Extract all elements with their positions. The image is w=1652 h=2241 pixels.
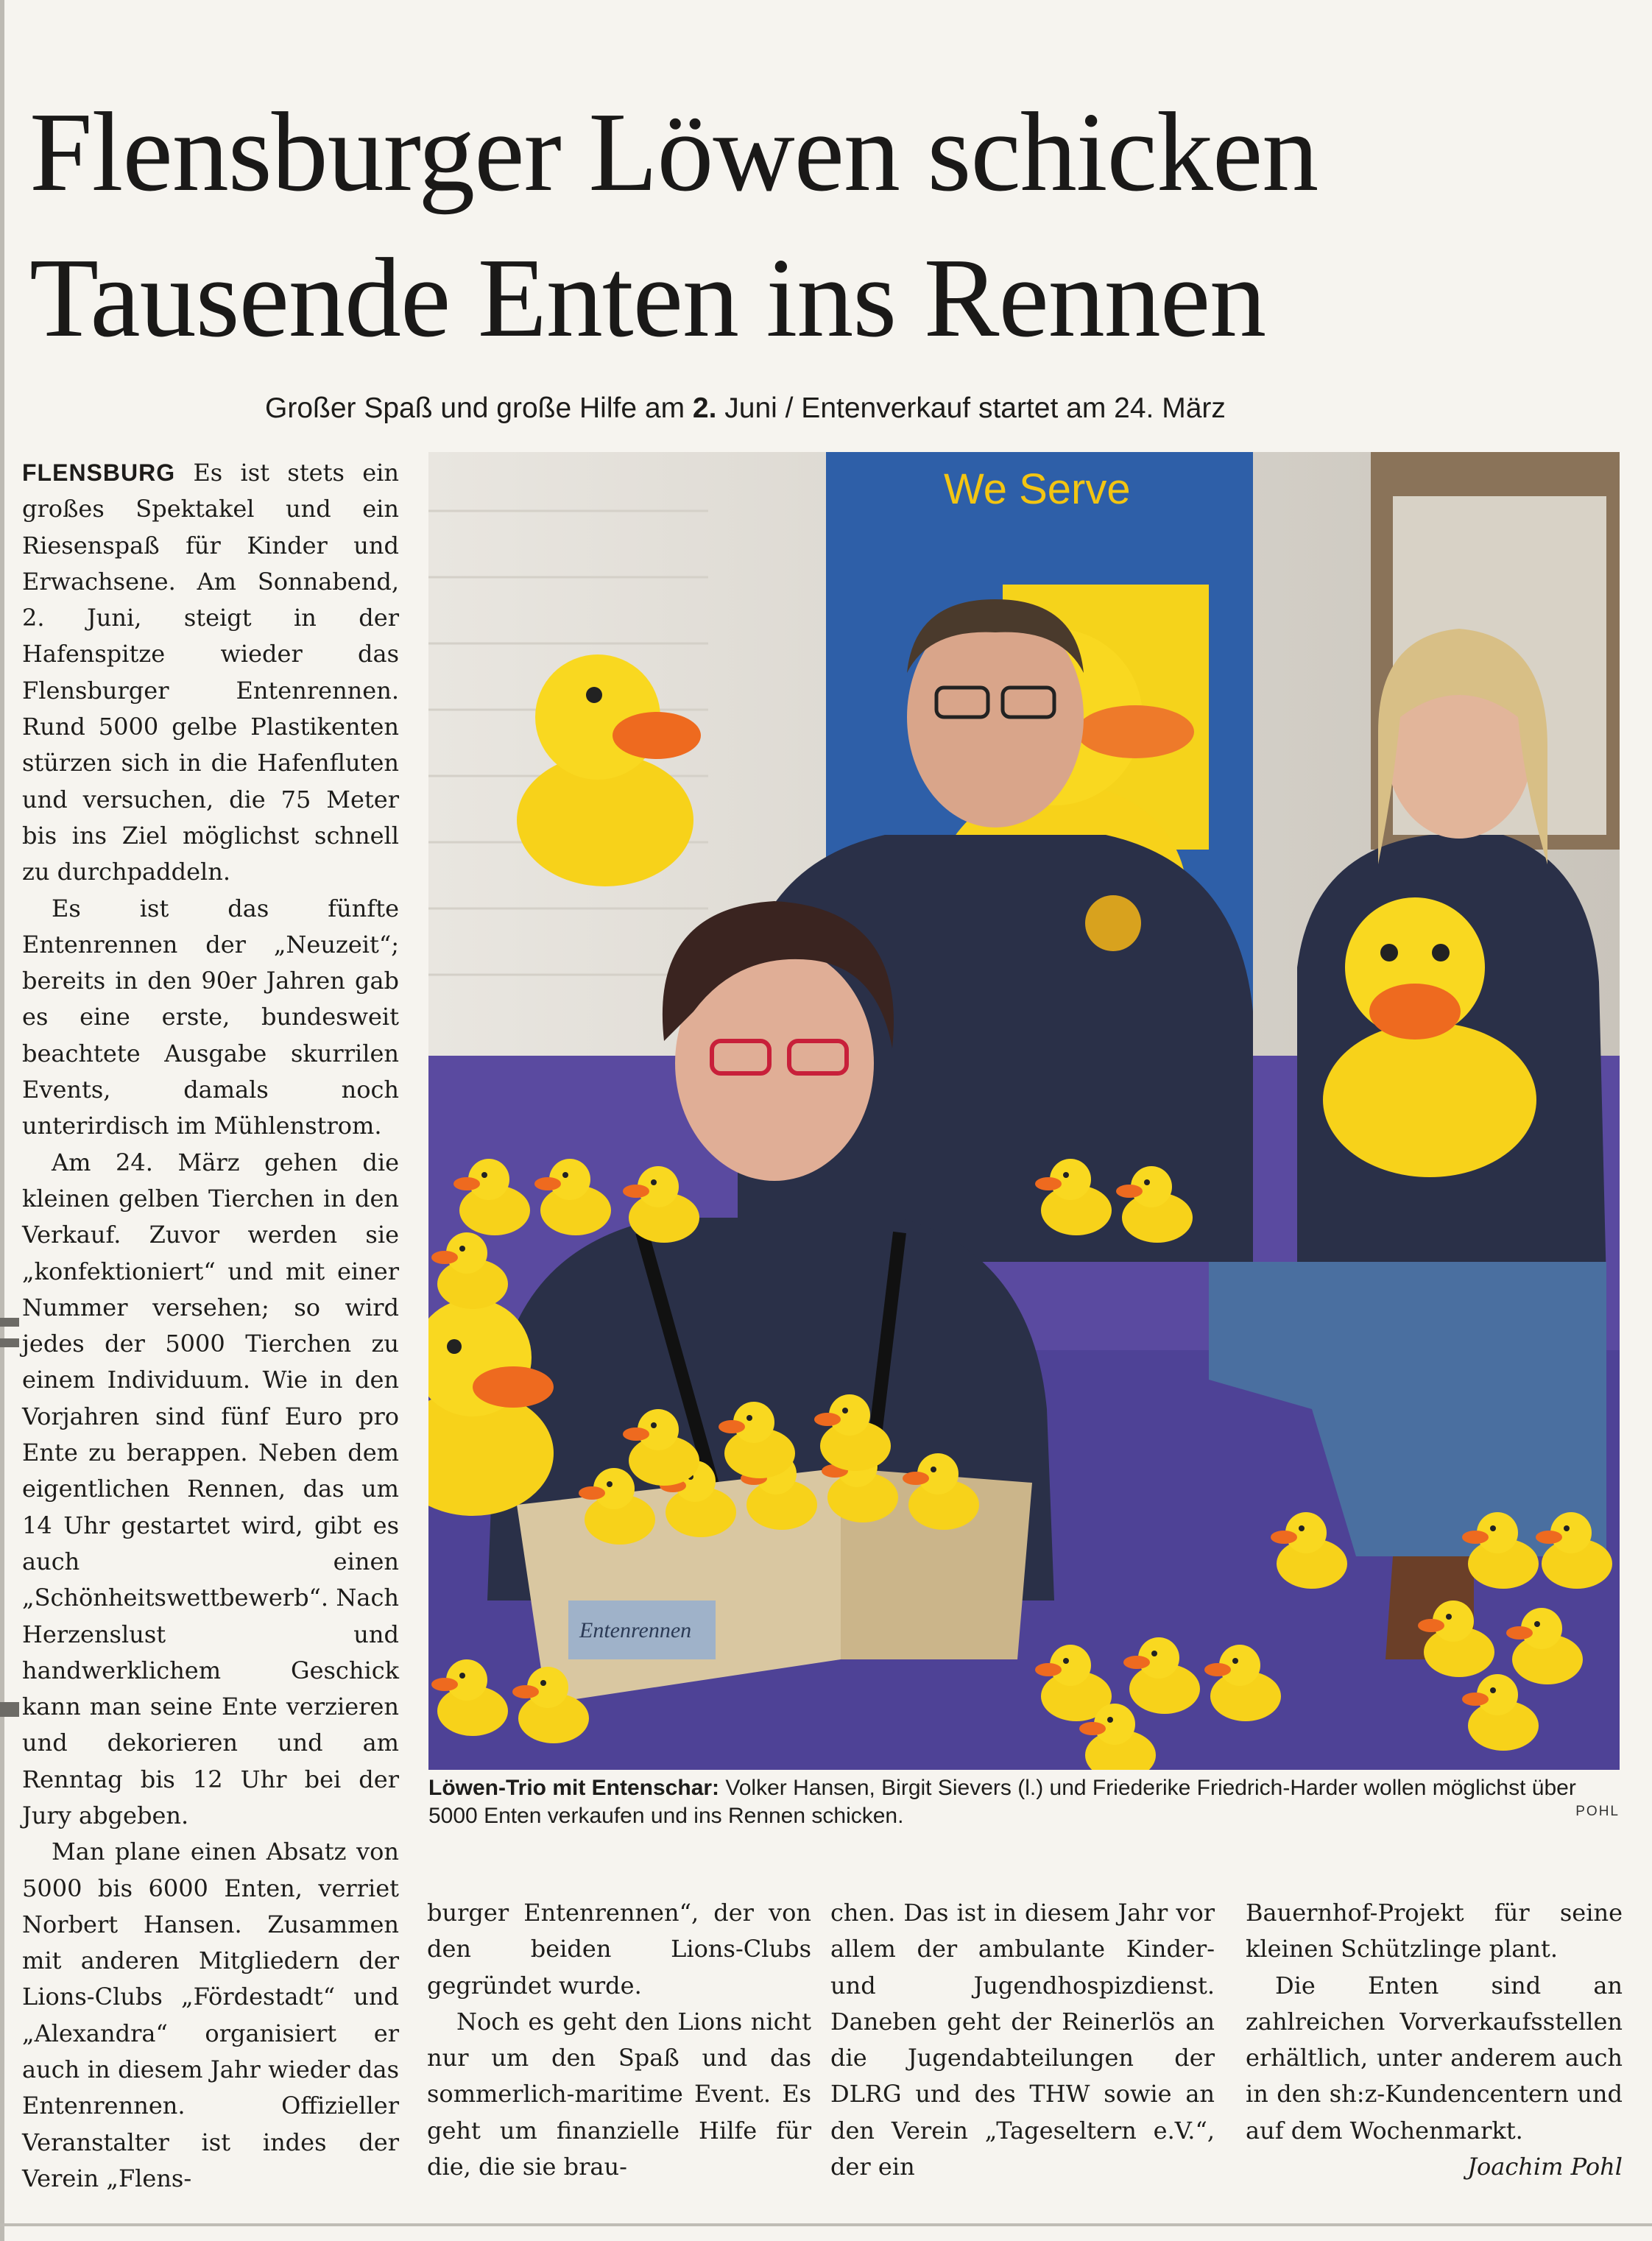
dateline: FLENSBURG [22, 459, 176, 486]
photo-caption [428, 1774, 1620, 1830]
headline-line-1: Flensburger Löwen schicken [29, 90, 1319, 215]
paragraph: Die Enten sind an zahlreichen Vorverkaufsstellen erhältlich, unter anderem auch in den sh:z-Kundencentern und auf dem Wochenmarkt. [1246, 1971, 1623, 2145]
carton-label: Entenrennen [579, 1618, 692, 1642]
page-edge-mark [0, 1702, 19, 1717]
subheadline-date: 2. [692, 392, 717, 424]
subheadline-part-1: Großer Spaß und große Hilfe am [265, 392, 693, 424]
article-photo [428, 452, 1620, 1770]
paragraph-text: Es ist stets ein großes Spektakel und ein Riesenspaß für Kinder und Erwachsene. Am Sonnabend, 2. Juni, steigt in der Hafenspitze wieder das Flensburger Entenrennen. Rund 5000 gelbe Plastikenten stürzen sich in die Hafenfluten und versuchen, die 75 Meter bis ins Ziel möglichst schnell zu durchpaddeln. [22, 459, 399, 886]
banner-text: We Serve [944, 465, 1131, 513]
article-column-3 [830, 1895, 1215, 2185]
paragraph: Am 24. März gehen die kleinen gelben Tierchen in den Verkauf. Zuvor werden sie „konfektioniert“ und mit einer Nummer versehen; so wird jedes der 5000 Tierchen zu einem Individuum. Wie in den Vorjahren sind fünf Euro pro Ente zu berappen. Neben dem eigentlichen Rennen, das um 14 Uhr gestartet wird, gibt es auch einen „Schönheitswettbewerb“. Nach Herzenslust und handwerklichem Geschick kann man seine Ente verzieren und dekorieren und am Renntag bis 12 Uhr bei der Jury abgeben. [22, 1148, 399, 1829]
paragraph: Man plane einen Absatz von 5000 bis 6000 Enten, verriet Norbert Hansen. Zusammen mit anderen Mitgliedern der Lions-Clubs „Fördestadt“ und „Alexandra“ organisiert er auch in diesem Jahr wieder das Entenrennen. Offizieller Veranstalter ist indes der Verein „Flens- [22, 1838, 399, 2192]
paragraph: chen. Das ist in diesem Jahr vor allem der ambulante Kinder- und Jugendhospizdienst. Daneben geht der Reinerlös an die Jugendabteilungen der DLRG und des THW sowie an den Verein „Tageseltern e.V.“, der ein [830, 1899, 1215, 2181]
caption-heading: Löwen-Trio mit Entenschar: [428, 1776, 720, 1800]
caption-text: Volker Hansen, Birgit Sievers (l.) und Friederike Friedrich-Harder wollen möglichst über 5000 Enten verkaufen und ins Rennen schicken. [428, 1776, 1576, 1828]
article-column-4 [1246, 1895, 1623, 2185]
subheadline-part-2: Juni / Entenverkauf startet am 24. März [716, 392, 1226, 424]
page-edge-shadow [0, 0, 4, 2241]
bottom-rule [0, 2223, 1652, 2226]
paragraph: Es ist das fünfte Entenrennen der „Neuzeit“; bereits in den 90er Jahren gab es eine erste, bundesweit beachtete Ausgabe skurrilen Events, damals noch unterirdisch im Mühlenstrom. [22, 894, 399, 1140]
subheadline [265, 390, 1399, 427]
headline-line-2: Tausende Enten ins Rennen [29, 236, 1266, 361]
page-edge-mark [0, 1338, 19, 1347]
paragraph: Bauernhof-Projekt für seine kleinen Schützlinge plant. [1246, 1899, 1623, 1963]
paragraph: burger Entenrennen“, der von den beiden Lions-Clubs gegründet wurde. [427, 1899, 811, 2000]
article-column-2 [427, 1895, 811, 2185]
photo-illustration [428, 452, 1620, 1770]
author-byline: Joachim Pohl [1467, 2153, 1623, 2181]
paragraph [22, 455, 399, 891]
paragraph: Noch es geht den Lions nicht nur um den Spaß und das sommerlich-maritime Event. Es geht um finanzielle Hilfe für die, die sie brau- [427, 2007, 811, 2181]
headline [29, 80, 1634, 371]
photo-credit: POHL [1575, 1804, 1620, 1819]
article-column-1 [22, 455, 399, 2197]
page-edge-mark [0, 1318, 19, 1327]
